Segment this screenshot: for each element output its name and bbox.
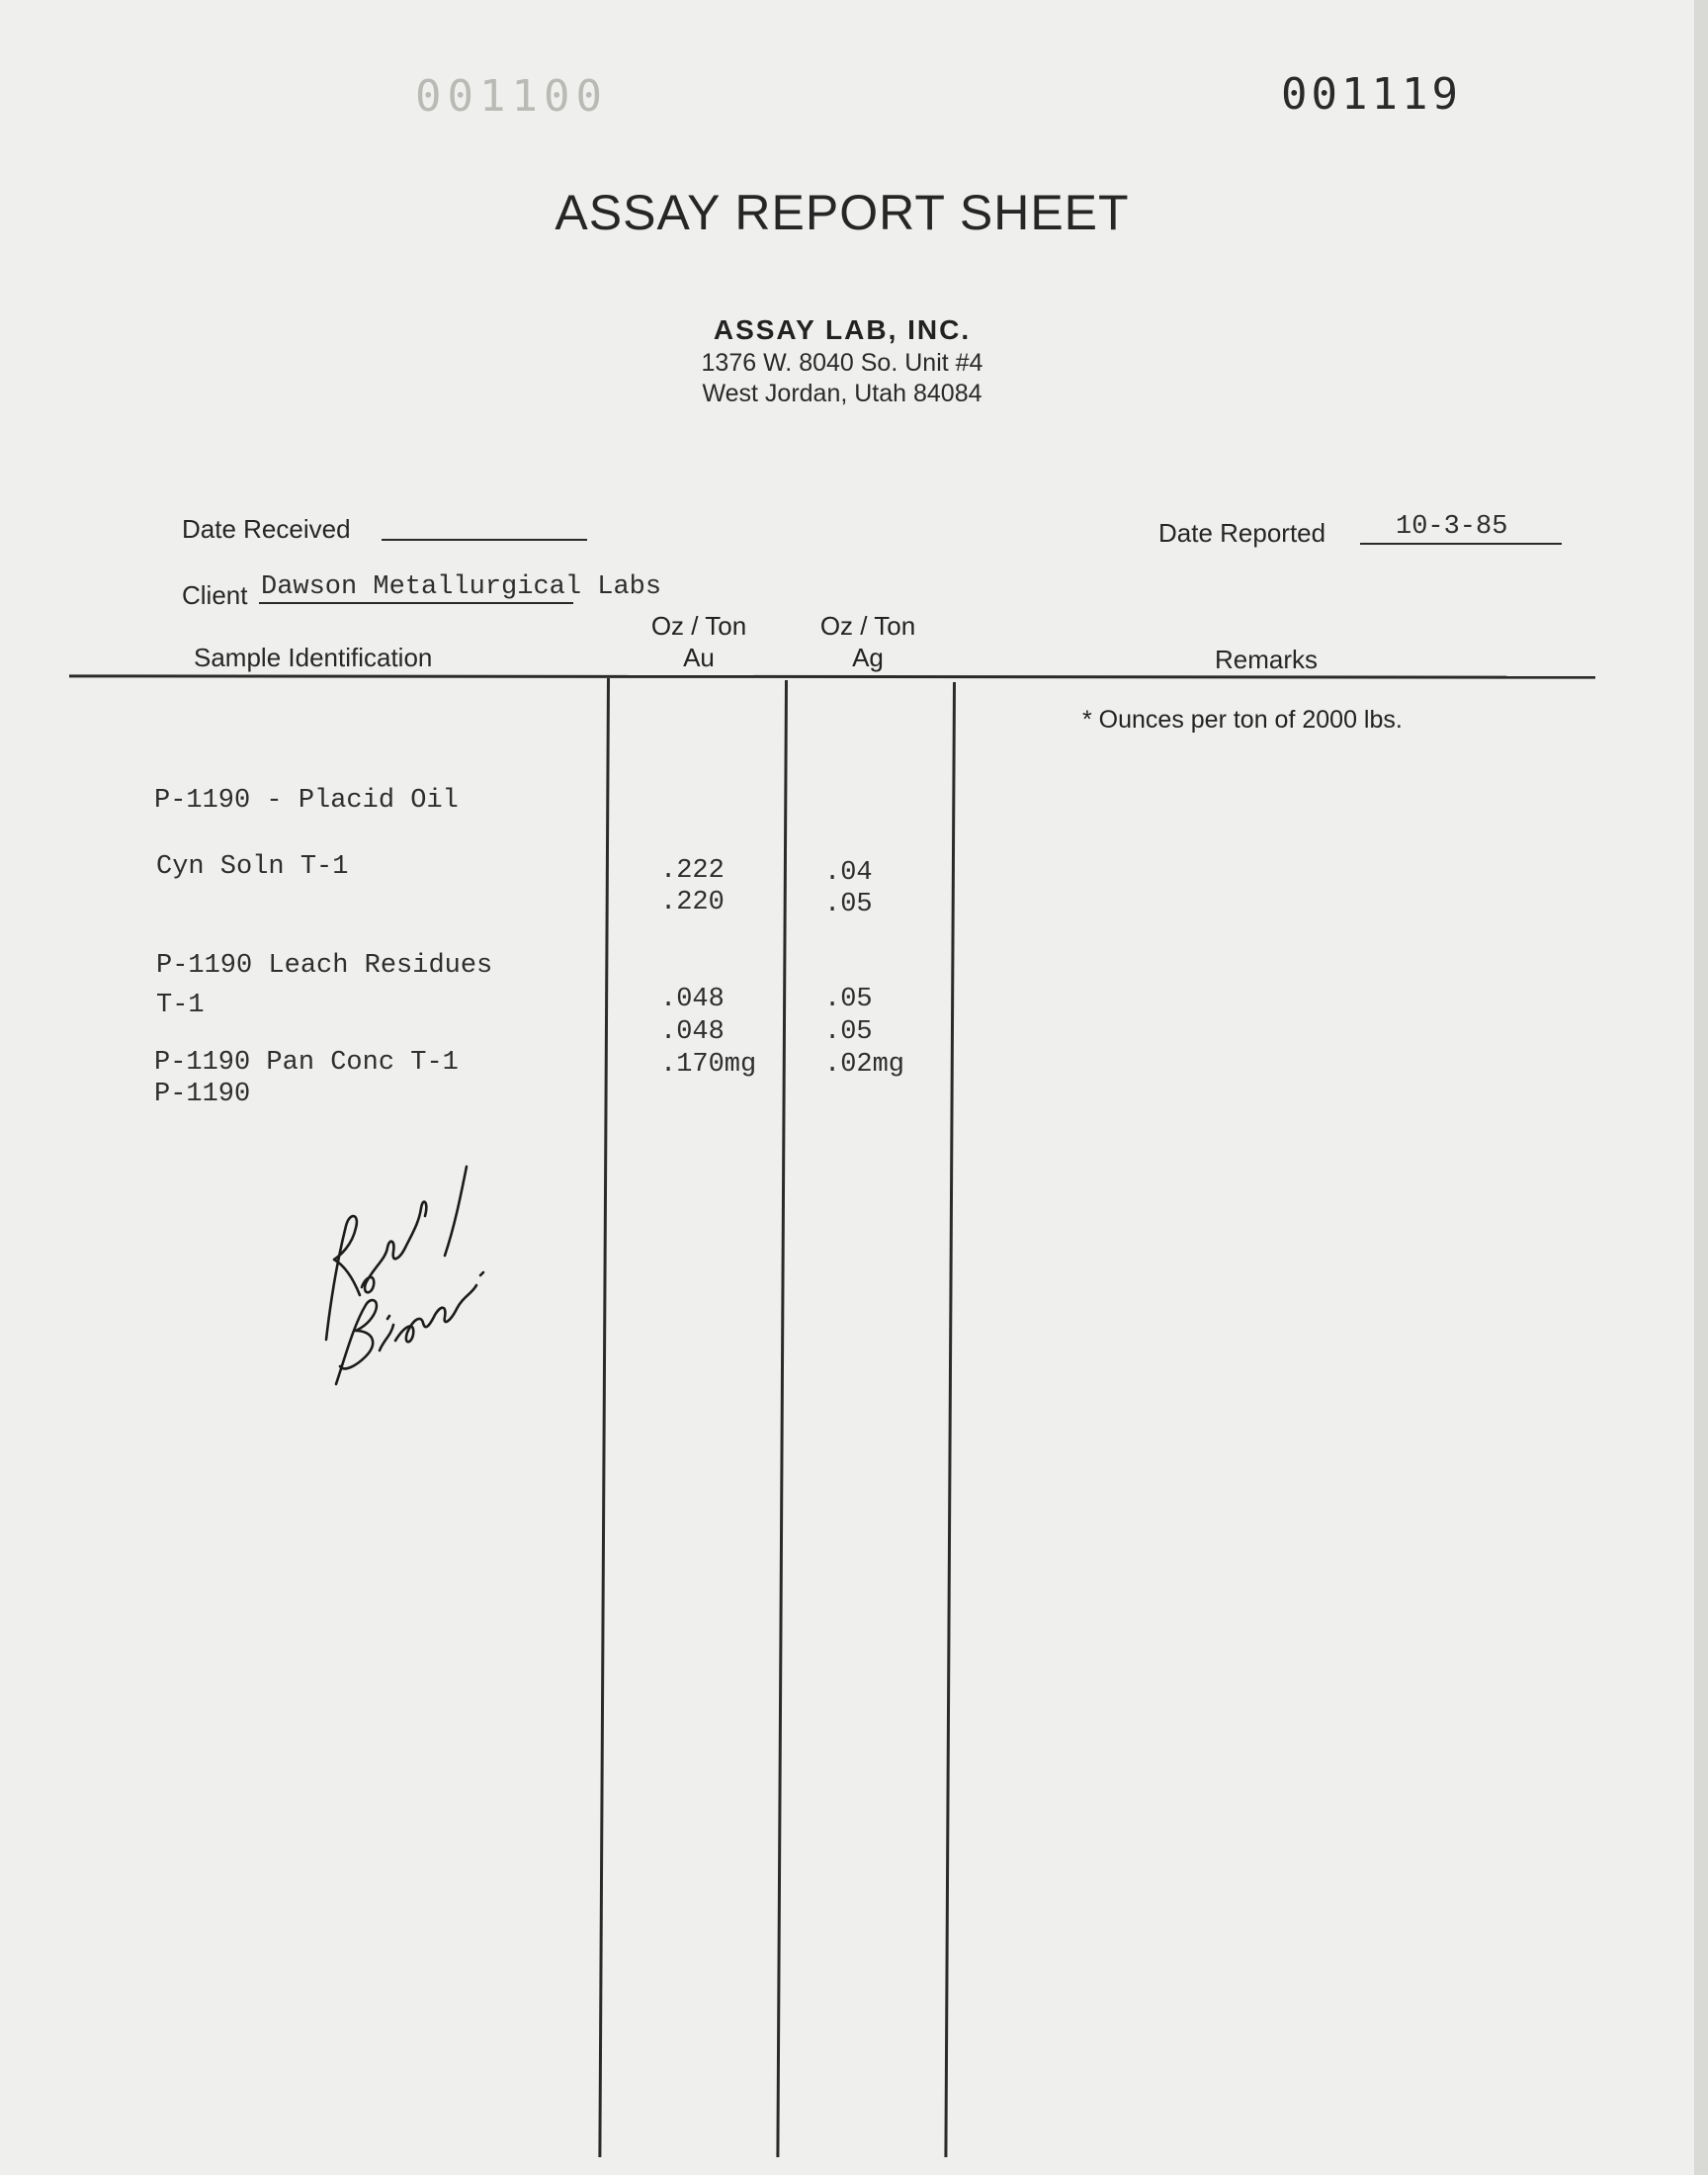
- table-cell-ag: .05: [824, 985, 873, 1014]
- signature-stroke: [445, 1167, 467, 1256]
- column-header-sample: Sample Identification: [194, 643, 433, 672]
- table-cell-ag: .05: [824, 1017, 873, 1047]
- table-row-sample: T-1: [156, 991, 205, 1020]
- signature: [297, 1157, 514, 1404]
- table-cell-au: .048: [660, 1017, 725, 1047]
- date-reported-label: Date Reported: [1158, 518, 1326, 548]
- lab-address-line1: 1376 W. 8040 So. Unit #4: [701, 349, 983, 377]
- column-divider-3: [944, 682, 956, 2157]
- table-cell-au: .048: [660, 985, 725, 1014]
- date-reported-underline: [1360, 543, 1562, 545]
- table-cell-ag: .02mg: [824, 1050, 905, 1080]
- table-row-sample: Cyn Soln T-1: [156, 852, 349, 882]
- signature-stroke: [336, 1300, 377, 1384]
- column-header-au: [625, 610, 773, 673]
- table-header-rule: [69, 674, 1595, 678]
- date-received-underline: [382, 539, 587, 541]
- table-cell-au: .222: [660, 856, 725, 886]
- date-received-label: Date Received: [182, 514, 351, 544]
- table-cell-au: .170mg: [660, 1050, 757, 1080]
- document-number: 001119: [1281, 69, 1462, 120]
- column-header-au-unit: Oz / Ton: [650, 611, 747, 641]
- signature-stroke: [380, 1285, 476, 1350]
- client-underline: [259, 602, 573, 604]
- client-label: Client: [182, 580, 248, 610]
- table-row-sample: P-1190: [154, 1080, 251, 1109]
- column-header-ag: [794, 610, 942, 673]
- table-cell-ag: .04: [824, 858, 873, 888]
- date-reported-value: 10-3-85: [1396, 512, 1508, 542]
- column-header-au-symbol: Au: [683, 643, 715, 672]
- column-divider-2: [776, 680, 788, 2157]
- lab-address-line2: West Jordan, Utah 84084: [702, 380, 982, 407]
- table-row-sample: P-1190 - Placid Oil: [154, 786, 459, 816]
- ghost-document-number: 001100: [415, 71, 608, 122]
- remarks-footnote: * Ounces per ton of 2000 lbs.: [1082, 706, 1403, 734]
- table-row-sample: P-1190 Leach Residues: [156, 951, 493, 981]
- page-title: ASSAY REPORT SHEET: [555, 185, 1130, 240]
- signature-stroke: [362, 1202, 426, 1293]
- lab-name: ASSAY LAB, INC.: [713, 314, 972, 345]
- column-header-ag-symbol: Ag: [852, 643, 884, 672]
- signature-stroke: [326, 1216, 360, 1340]
- column-header-ag-unit: Oz / Ton: [819, 611, 916, 641]
- signature-stroke: [480, 1272, 483, 1275]
- column-divider-1: [598, 678, 610, 2157]
- table-cell-au: .220: [660, 888, 725, 917]
- client-value: Dawson Metallurgical Labs: [261, 572, 662, 602]
- table-cell-ag: .05: [824, 890, 873, 919]
- table-row-sample: P-1190 Pan Conc T-1: [154, 1048, 459, 1078]
- column-header-remarks: Remarks: [1215, 645, 1319, 674]
